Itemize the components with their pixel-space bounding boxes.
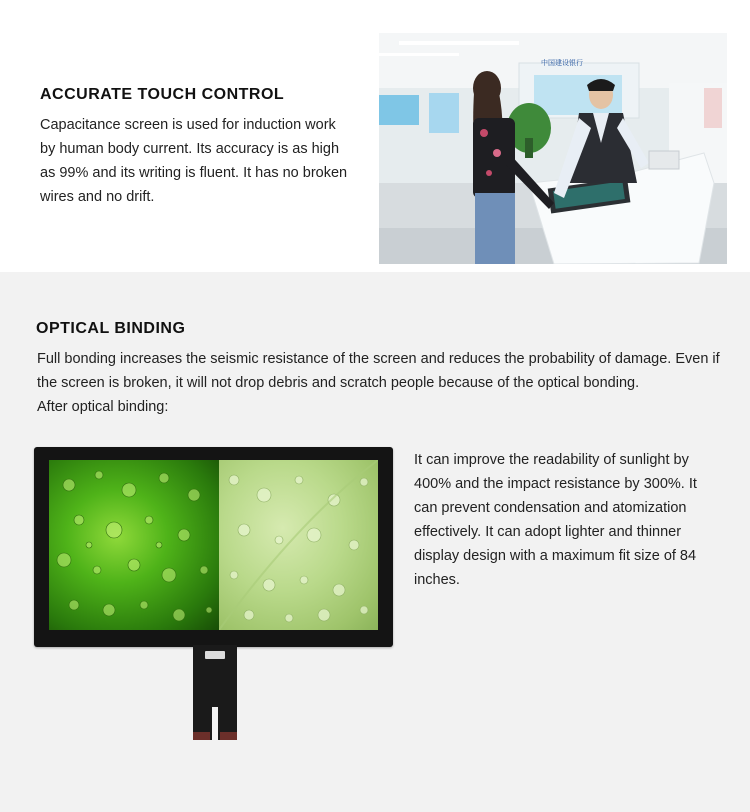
bank-touch-screen-photo <box>379 33 727 264</box>
touch-control-heading: ACCURATE TOUCH CONTROL <box>40 86 285 103</box>
optical-binding-benefits: It can improve the readability of sunlight by 400% and the impact resistance by 300%. It can prevent condensation and atomization effectively. It can adopt lighter and thinner display design with a maximum fit size of 84 inches. <box>414 452 697 588</box>
optical-binding-description: Full bonding increases the seismic resistance of the screen and reduces the probability of damage. Even if the screen is broken, it will not drop debris and scratch people because of the optical bonding. <box>37 351 720 391</box>
optical-binding-heading: OPTICAL BINDING <box>36 320 186 337</box>
bonded-side <box>49 460 219 630</box>
fpc-cable <box>193 645 237 740</box>
cable-slot <box>212 707 218 740</box>
unbonded-side <box>219 460 378 630</box>
cable-connector-left <box>193 732 210 740</box>
touch-control-description: Capacitance screen is used for induction work by human body current. Its accuracy is as high as 99% and its writing is fluent. It has no broken wires and no drift. <box>40 117 348 205</box>
bank-scene-illustration <box>379 33 727 264</box>
cable-sticker <box>205 651 225 659</box>
after-binding-label: After optical binding: <box>37 399 169 415</box>
water-drops-light <box>219 460 378 630</box>
bank-sign: 中国建设银行 <box>541 59 583 67</box>
optical-binding-section <box>0 272 750 812</box>
leaf-screen-display <box>49 460 378 630</box>
touch-control-section <box>0 0 750 272</box>
water-drops-dark <box>49 460 219 630</box>
touch-panel-image <box>34 447 393 647</box>
cable-connector-right <box>220 732 237 740</box>
